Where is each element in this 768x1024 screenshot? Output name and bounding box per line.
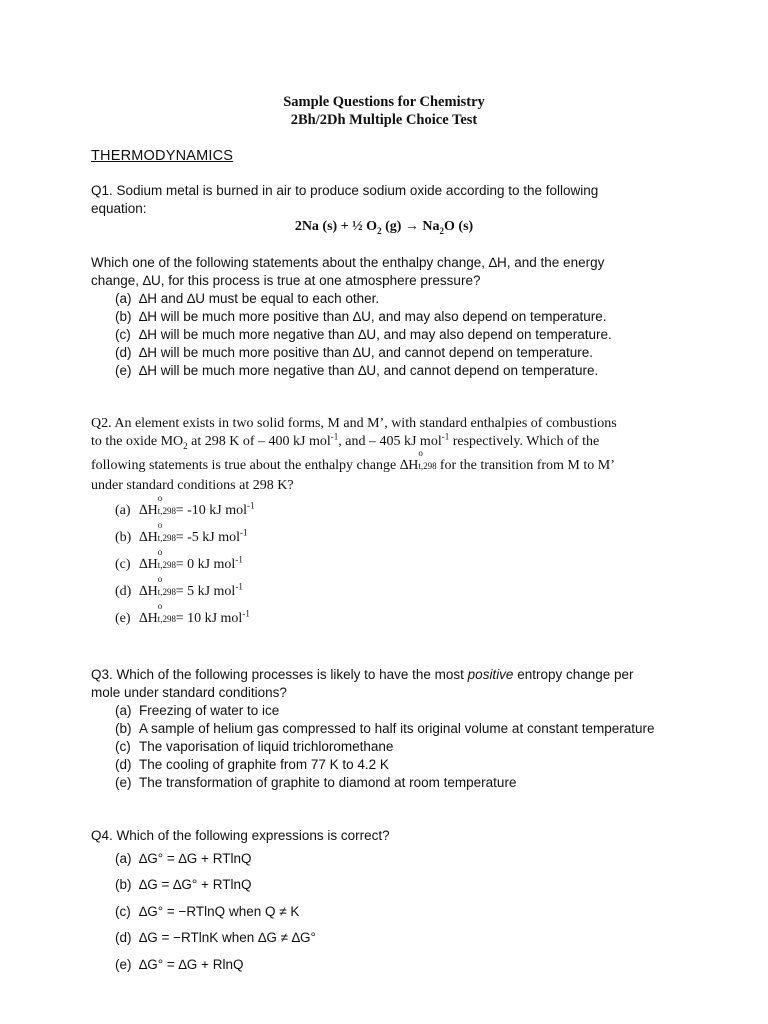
q2-stem-line4: under standard conditions at 298 K? [91,478,294,493]
q1-stem-line2: equation: [91,201,147,216]
q1-stem-line1: Q1. Sodium metal is burned in air to produce sodium oxide according to the following [91,183,599,198]
q4-option-c: (c) ∆G° = −RTlnQ when Q ≠ K [115,904,300,919]
q2-option-c: (c) ∆H o t,298 = 0 kJ mol$^{-1}$ [115,547,243,572]
q4-stem: Q4. Which of the following expressions is correct? [91,828,390,843]
q1-option-c: (c) ∆H will be much more negative than ∆U, and may also depend on temperature. [115,327,612,342]
q3-option-d: (d) The cooling of graphite from 77 K to 4.2 K [115,757,389,772]
q3-stem-line2: mole under standard conditions? [91,685,287,700]
q1-prompt-line1: Which one of the following statements about the enthalpy change, ∆H, and the energy [91,255,605,270]
q2-stem-line1: Q2. An element exists in two solid forms, M and M’, with standard enthalpies of combustions [91,416,617,431]
q3-option-a: (a) Freezing of water to ice [115,703,280,718]
q2-stem-line3: following statements is true about the enthalpy change ∆H o t,298 for the transition from M to M’ [91,448,615,473]
q2-option-d: (d) ∆H o t,298 = 5 kJ mol$^{-1}$ [115,574,243,599]
q3-option-b: (b) A sample of helium gas compressed to half its original volume at constant temperature [115,721,655,736]
q2-stem-line2: to the oxide $MO_2$ at 298 K of – 400 kJ mol$^{-1}$, and – 405 kJ mol$^{-1}$ respectively. Which of the [91,431,600,451]
q1-option-e: (e) ∆H will be much more negative than ∆U, and cannot depend on temperature. [115,363,599,378]
q1-equation: 2Na (s) + ½ $O_2$ $(g) \to Na_2O$ (s) [294,219,474,236]
q1-option-d: (d) ∆H will be much more positive than ∆U, and cannot depend on temperature. [115,345,594,360]
q2-option-b: (b) ∆H o t,298 = -5 kJ mol$^{-1}$ [115,520,248,545]
q1-prompt-line2: change, ∆U, for this process is true at one atmosphere pressure? [91,273,481,288]
q1-option-a: (a) ∆H and ∆U must be equal to each other. [115,291,380,306]
q1-option-b: (b) ∆H will be much more positive than ∆U, and may also depend on temperature. [115,309,607,324]
document-subtitle: 2Bh/2Dh Multiple Choice Test [290,112,478,128]
q4-option-d: (d) ∆G = −RTlnK when ∆G ≠ ∆G° [115,930,316,945]
q3-option-c: (c) The vaporisation of liquid trichloromethane [115,739,394,754]
q3-option-e: (e) The transformation of graphite to diamond at room temperature [115,775,517,790]
document-title: Sample Questions for Chemistry [283,94,485,110]
arrow-icon: → [404,219,419,234]
q4-option-b: (b) ∆G = ∆G° + RTlnQ [115,877,252,892]
q3-stem-line1: Q3. Which of the following processes is likely to have the most positive entropy change per [91,667,634,682]
q4-option-e: (e) ∆G° = ∆G + RlnQ [115,957,244,972]
q2-option-e: (e) ∆H o t,298 = 10 kJ mol$^{-1}$ [115,601,250,626]
q4-option-a: (a) ∆G° = ∆G + RTlnQ [115,851,252,866]
q2-option-a: (a) ∆H o t,298 = -10 kJ mol$^{-1}$ [115,493,255,518]
q2-enthalpy-symbol: ∆H o t,298 [399,448,437,473]
section-heading: THERMODYNAMICS [91,148,234,164]
